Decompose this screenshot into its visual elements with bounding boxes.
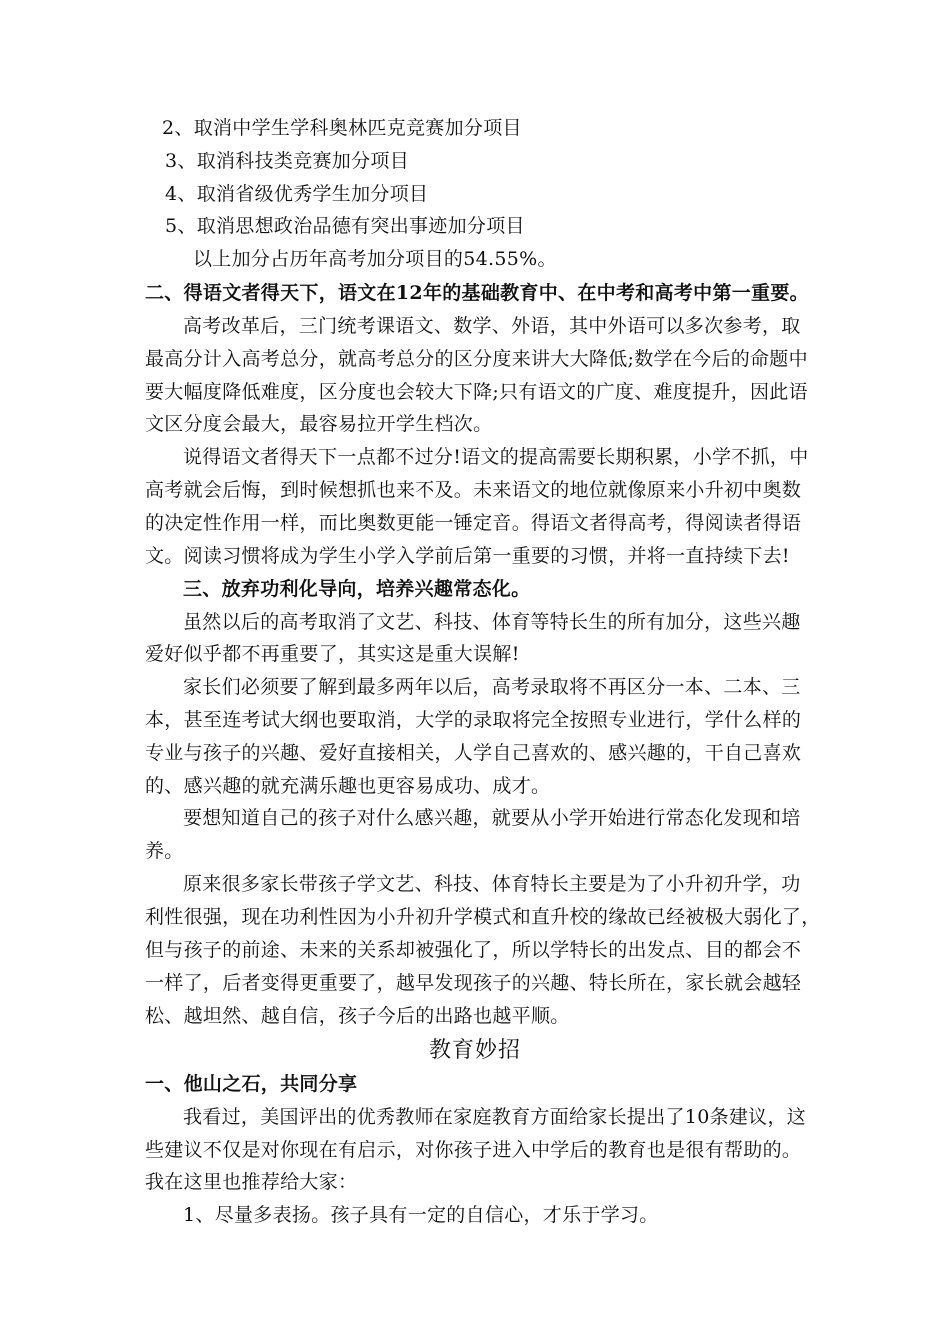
list-item: 3、取消科技类竞赛加分项目 xyxy=(165,150,409,172)
paragraph-line: 一样了，后者变得更重要了，越早发现孩子的兴趣、特长所在，家长就会越轻 xyxy=(145,972,802,994)
paragraph-line: 文区分度会最大，最容易拉开学生档次。 xyxy=(145,413,493,435)
paragraph-line: 高考改革后，三门统考课语文、数学、外语，其中外语可以多次参考，取 xyxy=(183,315,801,337)
list-item: 1、尽量多表扬。孩子具有一定的自信心，才乐于学习。 xyxy=(183,1204,659,1226)
paragraph-line: 本，甚至连考试大纲也要取消，大学的录取将完全按照专业进行，学什么样的 xyxy=(145,709,802,731)
list-item: 2、取消中学生学科奥林匹克竞赛加分项目 xyxy=(162,117,522,139)
list-item: 5、取消思想政治品德有突出事迹加分项目 xyxy=(165,215,525,237)
paragraph-line: 但与孩子的前途、未来的关系却被强化了，所以学特长的出发点、目的都会不 xyxy=(145,939,802,961)
paragraph-line: 文。阅读习惯将成为学生小学入学前后第一重要的习惯，并将一直持续下去! xyxy=(145,545,790,567)
paragraph-line: 要想知道自己的孩子对什么感兴趣，就要从小学开始进行常态化发现和培 xyxy=(183,807,801,829)
paragraph-line: 虽然以后的高考取消了文艺、科技、体育等特长生的所有加分，这些兴趣 xyxy=(183,611,801,633)
list-item: 4、取消省级优秀学生加分项目 xyxy=(165,183,429,205)
paragraph-line: 说得语文者得天下一点都不过分!语文的提高需要长期积累，小学不抓，中 xyxy=(183,446,809,468)
paragraph-line: 要大幅度降低难度，区分度也会较大下降;只有语文的广度、难度提升，因此语 xyxy=(145,381,808,403)
paragraph-line: 我在这里也推荐给大家： xyxy=(145,1171,358,1193)
paragraph-line: 利性很强，现在功利性因为小升初升学模式和直升校的缘故已经被极大弱化了， xyxy=(145,906,821,928)
summary-text: 以上加分占历年高考加分项目的54.55%。 xyxy=(193,248,557,270)
paragraph-line: 原来很多家长带孩子学文艺、科技、体育特长主要是为了小升初升学，功 xyxy=(183,873,801,895)
section-heading: 二、得语文者得天下，语文在12年的基础教育中、在中考和高考中第一重要。 xyxy=(145,282,809,304)
paragraph-line: 专业与孩子的兴趣、爱好直接相关，人学自己喜欢的、感兴趣的，干自己喜欢 xyxy=(145,742,802,764)
paragraph-line: 家长们必须要了解到最多两年以后，高考录取将不再区分一本、二本、三 xyxy=(183,676,801,698)
paragraph-line: 养。 xyxy=(145,840,184,862)
paragraph-line: 松、越坦然、越自信，孩子今后的出路也越平顺。 xyxy=(145,1005,570,1027)
paragraph-line: 的、感兴趣的就充满乐趣也更容易成功、成才。 xyxy=(145,775,551,797)
section-heading: 三、放弃功利化导向，培养兴趣常态化。 xyxy=(183,578,531,600)
paragraph-line: 最高分计入高考总分，就高考总分的区分度来讲大大降低;数学在今后的命题中 xyxy=(145,348,808,370)
paragraph-line: 爱好似乎都不再重要了，其实这是重大误解! xyxy=(145,643,520,665)
section-title: 教育妙招 xyxy=(428,1038,521,1063)
paragraph-line: 的决定性作用一样，而比奥数更能一锤定音。得语文者得高考，得阅读者得语 xyxy=(145,512,802,534)
paragraph-line: 些建议不仅是对你现在有启示，对你孩子进入中学后的教育也是很有帮助的。 xyxy=(145,1139,802,1161)
paragraph-line: 高考就会后悔，到时候想抓也来不及。未来语文的地位就像原来小升初中奥数 xyxy=(145,479,802,501)
section-heading: 一、他山之石，共同分享 xyxy=(145,1073,358,1095)
paragraph-line: 我看过，美国评出的优秀教师在家庭教育方面给家长提出了10条建议，这 xyxy=(183,1106,807,1128)
